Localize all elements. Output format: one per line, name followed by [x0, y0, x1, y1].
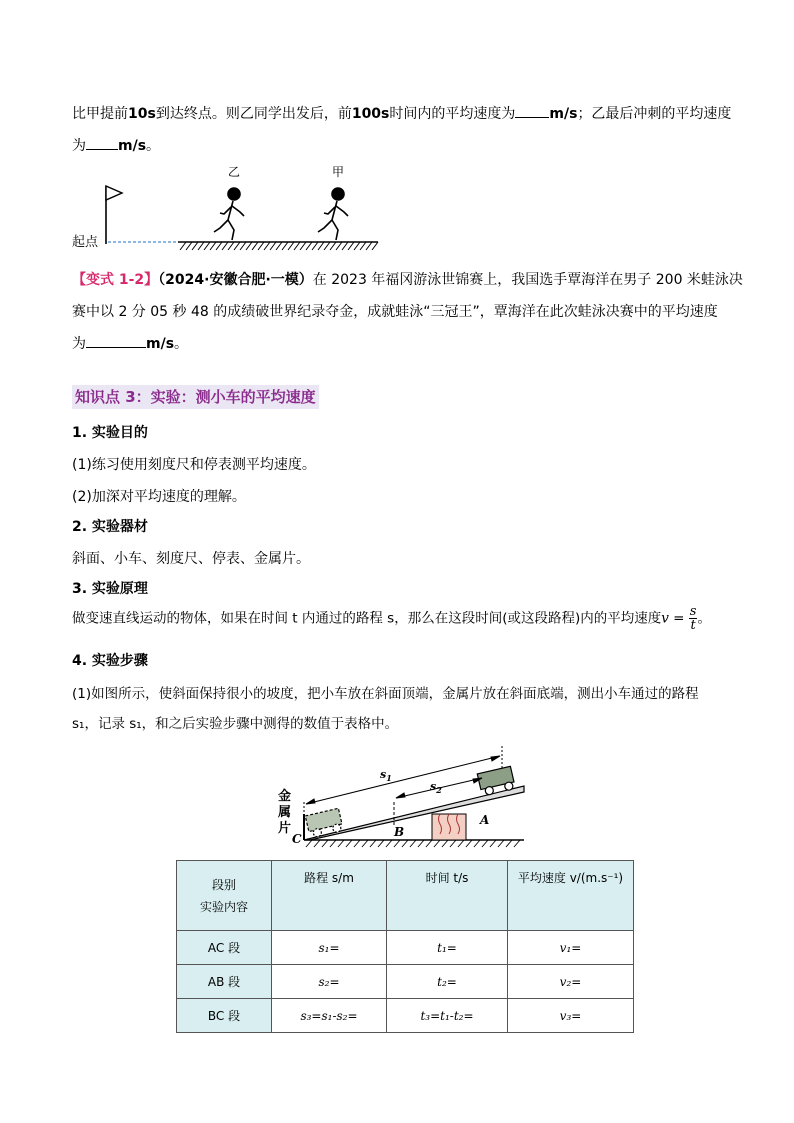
- section-2-text: 斜面、小车、刻度尺、停表、金属片。: [72, 551, 310, 567]
- text: 。: [146, 138, 161, 154]
- answer-blank[interactable]: [515, 105, 549, 118]
- cell-distance[interactable]: s₁=: [272, 931, 387, 965]
- text: ；乙最后冲刺的平均速度: [577, 106, 732, 122]
- section-2-title: 2. 实验器材: [72, 519, 148, 535]
- text: 。: [697, 610, 711, 627]
- table-corner-cell: [177, 861, 272, 931]
- text: （: [158, 272, 166, 288]
- cell-speed[interactable]: v₁=: [508, 931, 634, 965]
- label-s1: $s_1$: [380, 768, 392, 783]
- table-header-time: 时间 t/s: [387, 861, 508, 931]
- cell-distance[interactable]: s₃=s₁-s₂=: [272, 999, 387, 1033]
- corner-line-1: 段别: [211, 877, 236, 892]
- support-block: [432, 814, 466, 840]
- section-3-title: 3. 实验原理: [72, 581, 148, 597]
- label-A: A: [480, 813, 490, 827]
- section-1-item-2: (2)加深对平均速度的理解。: [72, 489, 246, 505]
- text: 为: [72, 138, 86, 154]
- cell-speed[interactable]: v₂=: [508, 965, 634, 999]
- cell-time[interactable]: t₂=: [387, 965, 508, 999]
- label-metal-plate: 金 属 片: [278, 789, 292, 836]
- text: 比甲提前: [72, 106, 128, 122]
- table-row: [177, 931, 634, 965]
- text: 做变速直线运动的物体，如果在时间 t 内通过的路程 s，那么在这段时间(或这段路程)内的平均速度: [72, 610, 662, 627]
- variant-line-1: [72, 269, 743, 289]
- ground: [178, 242, 378, 250]
- formula-denominator: t: [690, 618, 696, 633]
- row-label: AB 段: [177, 965, 272, 999]
- unit: m/s: [146, 336, 175, 352]
- cell-time[interactable]: t₁=: [387, 931, 508, 965]
- row-label: AC 段: [177, 931, 272, 965]
- variant-line-2: [72, 301, 718, 321]
- runner-yi-icon: [214, 188, 244, 240]
- text: 时间内的平均速度为: [389, 106, 516, 122]
- runner-jia-icon: [318, 188, 348, 240]
- incline-figure: [266, 744, 528, 850]
- variant-line-3: [72, 333, 188, 353]
- start-flag-icon: [106, 186, 122, 244]
- row-label: BC 段: [177, 999, 272, 1033]
- experiment-table: [176, 860, 634, 1033]
- formula-eq: =: [668, 610, 689, 627]
- unit: m/s: [549, 106, 578, 122]
- s1-dimension: [304, 746, 502, 816]
- section-3-text: [72, 605, 711, 632]
- corner-line-2: 实验内容: [199, 899, 248, 914]
- knowledge-point-title: 知识点 3：实验：测小车的平均速度: [72, 385, 319, 409]
- section-1-title: 1. 实验目的: [72, 425, 148, 441]
- formula-numerator: s: [689, 604, 697, 619]
- table-header-distance: 路程 s/m: [272, 861, 387, 931]
- number: 100s: [351, 106, 390, 122]
- cell-time[interactable]: t₃=t₁-t₂=: [387, 999, 508, 1033]
- label-C: C: [292, 832, 302, 846]
- label-B: B: [394, 825, 405, 839]
- text: 赛中以 2 分 05 秒 48 的成绩破世界纪录夺金，成就蛙泳“三冠王”，覃海洋在此次蛙泳决赛中的平均速度: [72, 304, 718, 320]
- section-1-item-1: (1)练习使用刻度尺和停表测平均速度。: [72, 457, 316, 473]
- label-yi: 乙: [228, 165, 241, 179]
- answer-blank[interactable]: [86, 137, 118, 150]
- source-year: 2024: [165, 272, 205, 288]
- problem-line-1: [72, 103, 731, 123]
- problem-line-2: [72, 135, 160, 155]
- unit: m/s: [118, 138, 147, 154]
- section-4-line-1: (1)如图所示，使斜面保持很小的坡度，把小车放在斜面顶端，金属片放在斜面底端，测出小车通过的路程: [72, 686, 699, 702]
- source: ·安徽合肥·一模: [204, 272, 299, 288]
- label-jia: 甲: [332, 165, 345, 179]
- label-start: 起点: [72, 235, 99, 250]
- label-s2: $s_2$: [430, 780, 442, 795]
- number: 10s: [128, 106, 156, 122]
- table-row: [177, 999, 634, 1033]
- table-header-speed: 平均速度 v/(m.s⁻¹): [508, 861, 634, 931]
- text: 。: [174, 336, 189, 352]
- section-4-title: 4. 实验步骤: [72, 653, 148, 669]
- table-row: [177, 965, 634, 999]
- race-figure: [70, 160, 390, 252]
- text: 到达终点。则乙同学出发后，前: [155, 106, 352, 122]
- text: ）: [298, 272, 313, 288]
- table-header-row: [177, 861, 634, 931]
- answer-blank[interactable]: [86, 335, 146, 348]
- cell-distance[interactable]: s₂=: [272, 965, 387, 999]
- text: 为: [72, 336, 86, 352]
- incline-base: [304, 840, 524, 847]
- section-4-line-2: s₁，记录 s₁，和之后实验步骤中测得的数值于表格中。: [72, 716, 399, 732]
- formula-v: v: [661, 610, 669, 627]
- variant-tag: 【变式 1-2】: [72, 272, 159, 288]
- text: 在 2023 年福冈游泳世锦赛上，我国选手覃海洋在男子 200 米蛙泳决: [312, 272, 743, 288]
- cell-speed[interactable]: v₃=: [508, 999, 634, 1033]
